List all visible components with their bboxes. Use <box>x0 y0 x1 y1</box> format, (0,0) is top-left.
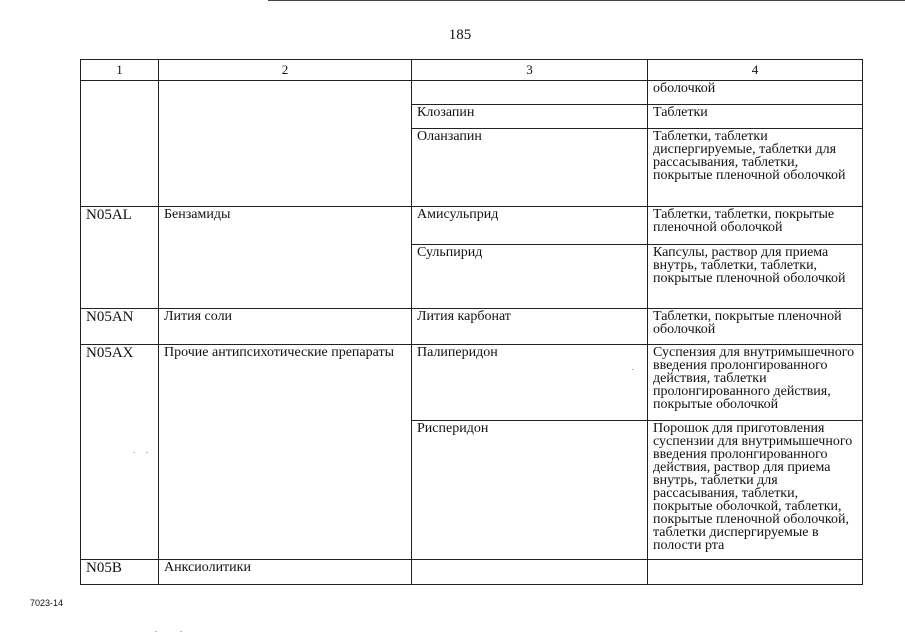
header-col-1: 1 <box>81 60 159 81</box>
group-cell: Бензамиды <box>159 207 412 309</box>
drug-cell: Оланзапин <box>412 129 648 207</box>
drug-cell: Сульпирид <box>412 245 648 309</box>
header-col-4: 4 <box>648 60 863 81</box>
group-cell: Прочие антипсихотические препараты <box>159 345 412 560</box>
form-cell: Суспензия для внутримышечного введения пролонгированного действия, таблетки пролонгированного действия, покрытые оболочкой <box>648 345 863 421</box>
footer-code: 7023-14 <box>30 598 64 608</box>
table-row <box>81 560 863 585</box>
code-cell: N05AL <box>81 207 159 309</box>
form-cell: Таблетки, таблетки, покрытые пленочной оболочкой <box>648 207 863 245</box>
drug-cell <box>412 560 648 585</box>
scan-speck <box>632 369 634 370</box>
form-cell: Таблетки <box>648 105 863 129</box>
group-cell: Анксиолитики <box>159 560 412 585</box>
table-row <box>81 207 863 245</box>
form-cell: Порошок для приготовления суспензии для внутримышечного введения пролонгированного действия, раствор для приема внутрь, таблетки для рассасывания, таблетки, покрытые оболочкой, таблетки, покрытые пленочной оболочкой, таблетки диспергируемые в полости рта <box>648 421 863 560</box>
header-col-3: 3 <box>412 60 648 81</box>
table-header-row <box>81 60 863 81</box>
drug-cell: Амисульприд <box>412 207 648 245</box>
page-number: 185 <box>448 27 472 43</box>
code-cell: N05B <box>81 560 159 585</box>
drug-cell: Рисперидон <box>412 421 648 560</box>
scan-speck <box>133 452 135 453</box>
table-row <box>81 81 863 105</box>
form-cell: оболочкой <box>648 81 863 105</box>
drug-cell: Палиперидон <box>412 345 648 421</box>
table-row <box>81 309 863 345</box>
code-cell <box>81 81 159 207</box>
form-cell: Таблетки, таблетки диспергируемые, таблетки для рассасывания, таблетки, покрытые пленочной оболочкой <box>648 129 863 207</box>
group-cell <box>159 81 412 207</box>
drug-cell: Клозапин <box>412 105 648 129</box>
scan-speck <box>155 631 157 632</box>
table-row <box>81 345 863 421</box>
group-cell: Лития соли <box>159 309 412 345</box>
form-cell: Таблетки, покрытые пленочной оболочкой <box>648 309 863 345</box>
code-cell: N05AN <box>81 309 159 345</box>
scan-speck <box>180 631 182 632</box>
header-col-2: 2 <box>159 60 412 81</box>
scan-speck <box>146 452 148 453</box>
form-cell: Капсулы, раствор для приема внутрь, таблетки, таблетки, покрытые пленочной оболочкой <box>648 245 863 309</box>
code-cell: N05AX <box>81 345 159 560</box>
drug-table <box>80 59 863 585</box>
top-rule <box>268 0 905 1</box>
drug-cell <box>412 81 648 105</box>
drug-cell: Лития карбонат <box>412 309 648 345</box>
form-cell <box>648 560 863 585</box>
